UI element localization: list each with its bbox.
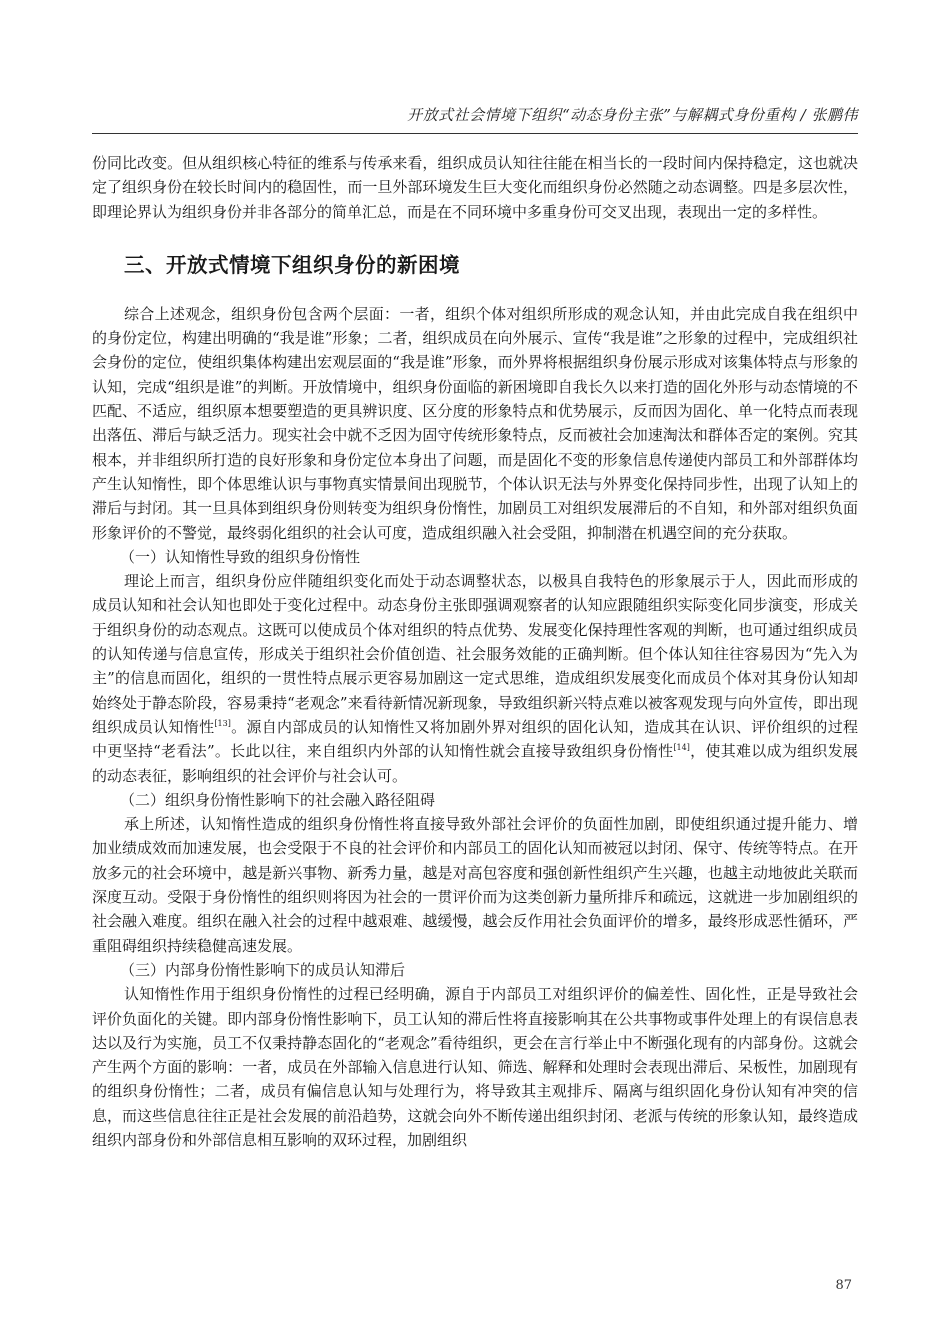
page-number: 87 (835, 1278, 852, 1293)
paragraph-member-cognition: 认知惰性作用于组织身份惰性的过程已经明确，源自于内部员工对组织评价的偏差性、固化性，正是导致社会评价负面化的关键。即内部身份惰性影响下，员工认知的滞后性将直接影响其在公共事物或事件处理上的有误信息表达以及行为实施，员工不仅秉持静态固化的“老观念”看待组织，更会在言行举止中不断强化现有的内部身份。这就会产生两个方面的影响：一者，成员在外部输入信息进行认知、筛选、解释和处理时会表现出滞后、呆板性，加剧现有的组织身份惰性；二者，成员有偏信息认知与处理行为，将导致其主观排斥、隔离与组织固化身份认知有冲突的信息，而这些信息往往正是社会发展的前沿趋势，这就会向外不断传递出组织封闭、老派与传统的形象认知，最终造成组织内部身份和外部信息相互影响的双环过程，加剧组织 (92, 985, 858, 1149)
subheading-2: （二）组织身份惰性影响下的社会融入路径阻碍 (120, 790, 436, 809)
article-body (92, 151, 858, 1152)
running-header: 开放式社会情境下组织“动态身份主张”与解耦式身份重构 / 张鹏伟 (407, 106, 858, 124)
subheading-3: （三）内部身份惰性影响下的成员认知滞后 (120, 960, 406, 979)
paragraph-overview: 综合上述观念，组织身份包含两个层面：一者，组织个体对组织所形成的观念认知，并由此完成自我在组织中的身份定位，构建出明确的“我是谁”形象；二者，组织成员在向外展示、宣传“我是谁”之形象的过程中，完成组织社会身份的定位，使组织集体构建出宏观层面的“我是谁”形象，而外界将根据组织身份展示形成对该集体特点与形象的认知，完成“组织是谁”的判断。开放情境中，组织身份面临的新困境即自我长久以来打造的固化外形与动态情境的不匹配、不适应，组织原本想要塑造的更具辨识度、区分度的形象特点和优势展示，反而因为固化、单一化特点而表现出落伍、滞后与缺乏活力。现实社会中就不乏因为固守传统形象特点，反而被社会加速淘汰和群体否定的案例。究其根本，并非组织所打造的良好形象和身份定位本身出了问题，而是固化不变的形象信息传递使内部员工和外部群体均产生认知惰性，即个体思维认识与事物真实情景间出现脱节，个体认识无法与外界变化保持同步性，出现了认知上的滞后与封闭。其一旦具体到组织身份则转变为组织身份惰性，加剧员工对组织发展滞后的不自知，和外部对组织负面形象评价的不警觉，最终弱化组织的社会认可度，造成组织融入社会受阻，抑制潜在机遇空间的充分获取。 (92, 304, 858, 542)
section-title: 三、开放式情境下组织身份的新困境 (124, 252, 460, 277)
citation-ref-13: [13] (214, 718, 231, 728)
paragraph-text-part: 理论上而言，组织身份应伴随组织变化而处于动态调整状态，以极具自我特色的形象展示于人，因此而形成的成员认知和社会认知也即处于变化过程中。动态身份主张即强调观察者的认知应跟随组织实际变化同步演变，形成关于组织身份的动态观点。这既可以使成员个体对组织的特点优势、发展变化保持理性客观的判断，也可通过组织成员的认知传递与信息宣传，形成关于组织社会价值创造、社会服务效能的正确判断。但个体认知往往容易因为“先入为主”的信息而固化，组织的一贯性特点展示更容易加剧这一定式思维，造成组织发展变化而成员个体对其身份认知却始终处于静态阶段，容易秉持“老观念”来看待新情况新现象，导致组织新兴特点难以被客观发现与向外宣传，即出现组织成员认知惰性 (92, 572, 858, 736)
citation-ref-14: [14] (673, 743, 690, 753)
paragraph-text-part: 。源自内部成员的认知惰性又将加剧外界对组织的固化认知，造成其在认识、评价组织的过程中更坚持“老看法”。长此以往，来自组织内外部的认知惰性就会直接导致组织身份惰性 (92, 717, 858, 761)
paragraph-cognitive-inertia (92, 569, 858, 788)
paragraph-continued: 份同比改变。但从组织核心特征的维系与传承来看，组织成员认知往往能在相当长的一段时间内保持稳定，这也就决定了组织身份在较长时间内的稳固性，而一旦外部环境发生巨大变化而组织身份必然随之动态调整。四是多层次性，即理论界认为组织身份并非各部分的简单汇总，而是在不同环境中多重身份可交叉出现，表现出一定的多样性。 (92, 154, 858, 221)
subheading-1: （一）认知惰性导致的组织身份惰性 (120, 547, 361, 566)
header-rule (92, 133, 858, 134)
paragraph-social-integration: 承上所述，认知惰性造成的组织身份惰性将直接导致外部社会评价的负面性加剧，即使组织通过提升能力、增加业绩成效而加速发展，也会受限于不良的社会评价和内部员工的固化认知而被冠以封闭、保守、传统等特点。在开放多元的社会环境中，越是新兴事物、新秀力量，越是对高包容度和强创新性组织产生兴趣，也越主动地彼此关联而深度互动。受限于身份惰性的组织则将因为社会的一贯评价而为这类创新力量所排斥和疏远，这就进一步加剧组织的社会融入难度。组织在融入社会的过程中越艰难、越缓慢，越会反作用社会负面评价的增多，最终形成恶性循环，严重阻碍组织持续稳健高速发展。 (92, 815, 858, 955)
paragraph-text-part: ，使其难以成为组织发展的动态表征，影响组织的社会评价与社会认可。 (92, 742, 858, 785)
